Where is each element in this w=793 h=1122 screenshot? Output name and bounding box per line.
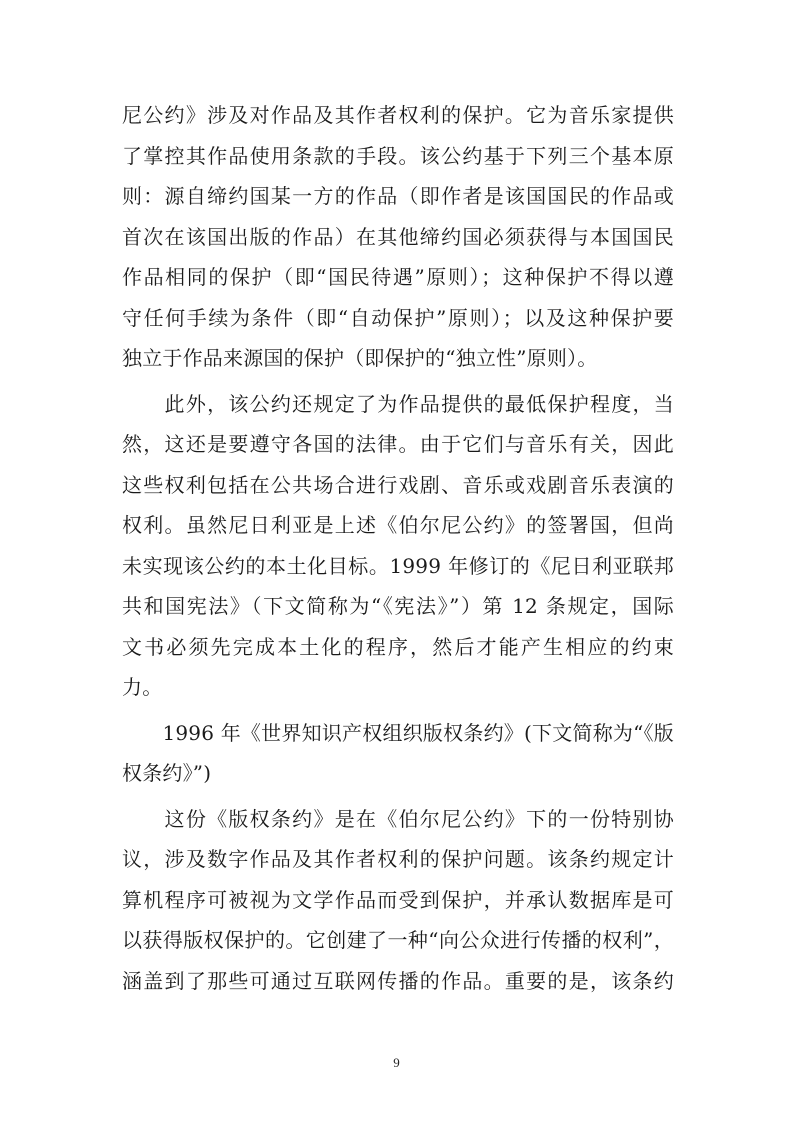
text-line: 未实现该公约的本土化目标。1999 年修订的《尼日利亚联邦 [122,553,674,578]
text-line: 首次在该国出版的作品）在其他缔约国必须获得与本国国民 [122,224,674,249]
text-line: 然，这还是要遵守各国的法律。由于它们与音乐有关，因此 [122,432,674,456]
paragraph-4 [122,799,674,1002]
page-number: 9 [393,1055,400,1070]
text-line: 权条约》”) [122,761,212,785]
text-line: 守任何手续为条件（即“自动保护”原则）；以及这种保护要 [122,305,674,330]
text-line: 独立于作品来源国的保护（即保护的“独立性”原则）。 [122,346,598,370]
text-line: 这些权利包括在公共场合进行戏剧、音乐或戏剧音乐表演的 [122,472,674,497]
text-line: 1996 年《世界知识产权组织版权条约》(下文简称为“《版 [122,720,674,745]
paragraph-2 [122,384,674,708]
text-line: 文书必须先完成本土化的程序，然后才能产生相应的约束 [122,634,674,659]
text-line: 以获得版权保护的。它创建了一种“向公众进行传播的权利”， [122,928,674,952]
text-line: 共和国宪法》（下文简称为“《宪法》”）第 12 条规定，国际 [122,594,674,618]
document-body [122,95,674,1001]
paragraph-3 [122,713,674,794]
text-line: 了掌控其作品使用条款的手段。该公约基于下列三个基本原 [122,143,674,168]
text-line: 权利。虽然尼日利亚是上述《伯尔尼公约》的签署国，但尚 [122,513,674,537]
text-line: 则：源自缔约国某一方的作品（即作者是该国国民的作品或 [122,184,674,208]
text-line: 此外，该公约还规定了为作品提供的最低保护程度，当 [122,391,674,416]
text-line: 议，涉及数字作品及其作者权利的保护问题。该条约规定计 [122,847,674,871]
text-line: 尼公约》涉及对作品及其作者权利的保护。它为音乐家提供 [122,103,674,127]
text-line: 算机程序可被视为文学作品而受到保护，并承认数据库是可 [122,887,674,912]
text-line: 这份《版权条约》是在《伯尔尼公约》下的一份特别协 [122,806,674,831]
text-line: 作品相同的保护（即“国民待遇”原则）；这种保护不得以遵 [122,265,674,289]
text-line: 涵盖到了那些可通过互联网传播的作品。重要的是，该条约 [122,968,674,993]
paragraph-1 [122,95,674,379]
text-line: 力。 [122,675,163,699]
